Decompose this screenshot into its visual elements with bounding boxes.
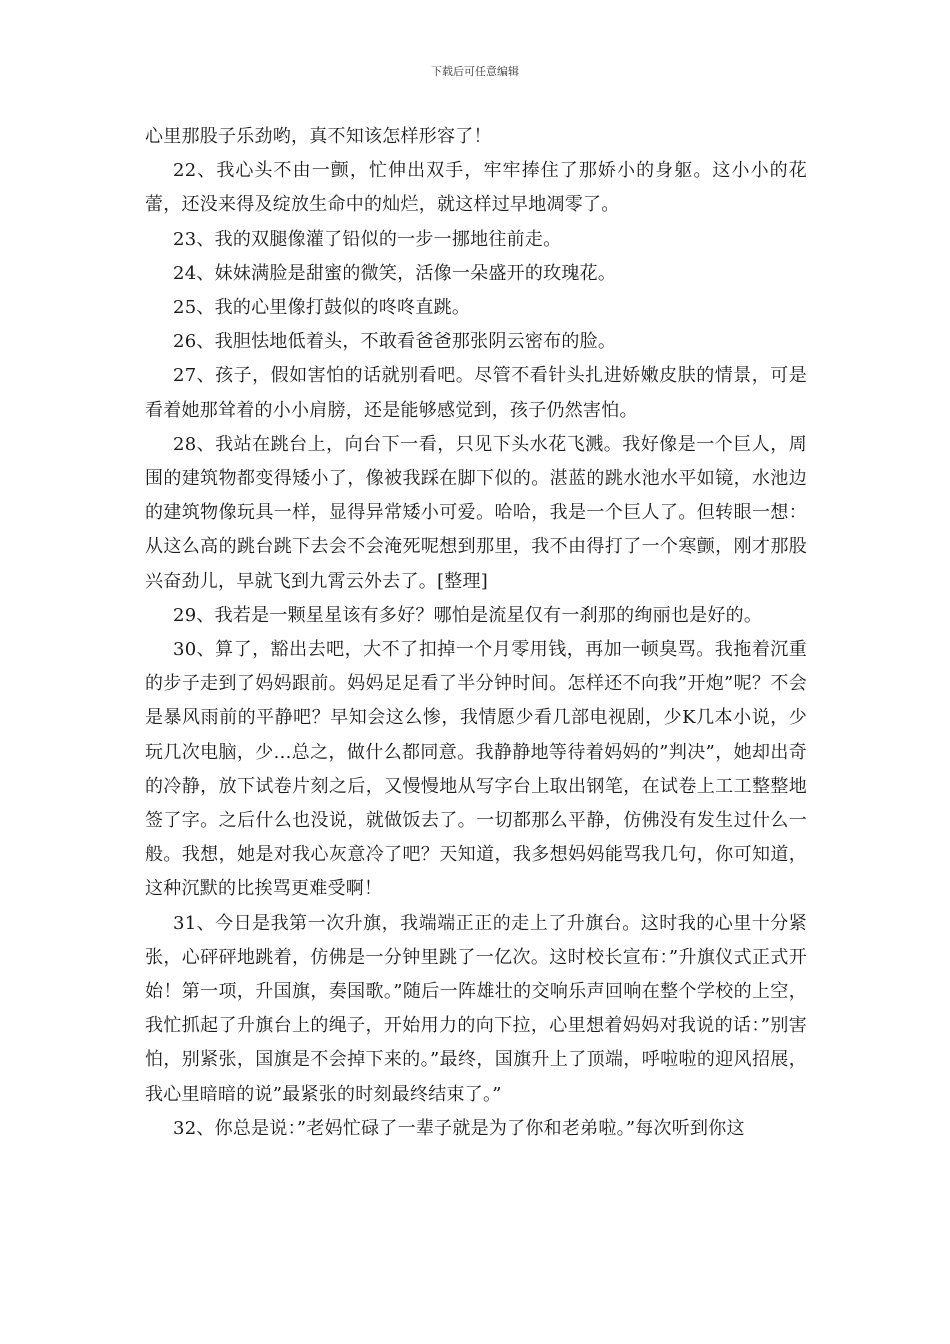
document-body <box>145 120 807 1146</box>
paragraph-25: 25、我的心里像打鼓似的咚咚直跳。 <box>173 297 471 319</box>
paragraph-30: 30、算了，豁出去吧，大不了扣掉一个月零用钱，再加一顿臭骂。我拖着沉重的步子走到了妈妈跟前。妈妈足足看了半分钟时间。怎样还不向我”开炮”呢？不会是暴风雨前的平静吧？早知会这么惨，我情愿少看几部电视剧，少K几本小说，少玩几次电脑，少...总之，做什么都同意。我静静地等待着妈妈的”判决”，她却出奇的冷静，放下试卷片刻之后，又慢慢地从写字台上取出钢笔，在试卷上工工整整地签了字。之后什么也没说，就做饭去了。一切都那么平静，仿佛没有发生过什么一般。我想，她是对我心灰意冷了吧？天知道，我多想妈妈能骂我几句，你可知道，这种沉默的比挨骂更难受啊！ <box>145 639 807 900</box>
paragraph-continuation: 心里那股子乐劲哟，真不知该怎样形容了！ <box>145 126 492 147</box>
paragraph-32: 32、你总是说：”老妈忙碌了一辈子就是为了你和老弟啦。”每次听到你这 <box>173 1117 745 1139</box>
page-header: 下载后可任意编辑 <box>431 65 519 78</box>
paragraph-27: 27、孩子，假如害怕的话就别看吧。尽管不看针头扎进娇嫩皮肤的情景，可是看着她那耸着的小小肩膀，还是能够感觉到，孩子仍然害怕。 <box>145 365 807 421</box>
paragraph-26: 26、我胆怯地低着头，不敢看爸爸那张阴云密布的脸。 <box>173 331 617 353</box>
paragraph-29: 29、我若是一颗星星该有多好？哪怕是流星仅有一刹那的绚丽也是好的。 <box>173 604 763 626</box>
paragraph-24: 24、妹妹满脸是甜蜜的微笑，活像一朵盛开的玫瑰花。 <box>173 262 617 284</box>
paragraph-22: 22、我心头不由一颤，忙伸出双手，牢牢捧住了那娇小的身躯。这小小的花蕾，还没来得及绽放生命中的灿烂，就这样过早地凋零了。 <box>145 160 807 216</box>
paragraph-31: 31、今日是我第一次升旗，我端端正正的走上了升旗台。这时我的心里十分紧张，心砰砰地跳着，仿佛是一分钟里跳了一亿次。这时校长宣布：”升旗仪式正式开始！第一项，升国旗，奏国歌。”随后一阵雄壮的交响乐声回响在整个学校的上空，我忙抓起了升旗台上的绳子，开始用力的向下拉，心里想着妈妈对我说的话：”别害怕，别紧张，国旗是不会掉下来的。”最终，国旗升上了顶端，呼啦啦的迎风招展，我心里暗暗的说”最紧张的时刻最终结束了。” <box>145 912 807 1105</box>
paragraph-23: 23、我的双腿像灌了铅似的一步一挪地往前走。 <box>173 228 562 250</box>
paragraph-28: 28、我站在跳台上，向台下一看，只见下头水花飞溅。我好像是一个巨人，周围的建筑物都变得矮小了，像被我踩在脚下似的。湛蓝的跳水池水平如镜，水池边的建筑物像玩具一样，显得异常矮小可爱。哈哈，我是一个巨人了。但转眼一想：从这么高的跳台跳下去会不会淹死呢想到那里，我不由得打了一个寒颤，刚才那股兴奋劲儿，早就飞到九霄云外去了。[整理] <box>145 433 807 592</box>
